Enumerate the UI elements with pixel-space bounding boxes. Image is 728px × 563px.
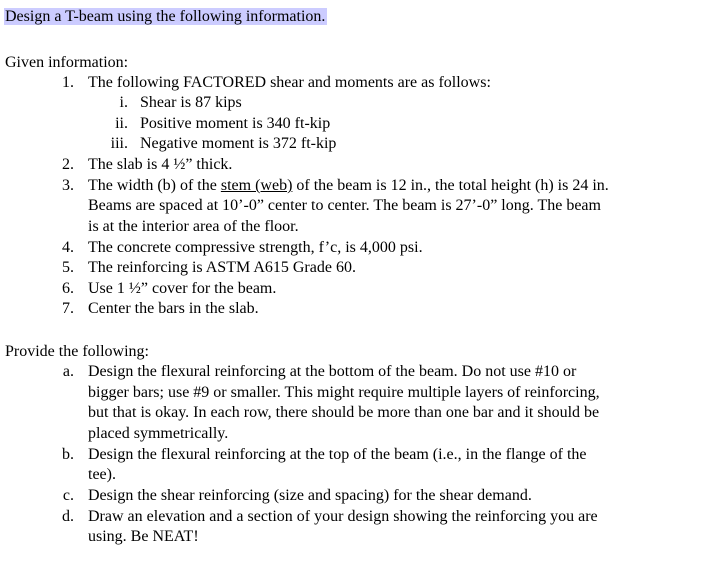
list-item-text-continued: using. Be NEAT! (88, 528, 199, 545)
title-line (0, 6, 327, 27)
sublist-item-text: Shear is 87 kips (140, 94, 242, 111)
sublist-item-text: Positive moment is 340 ft-kip (140, 115, 331, 132)
sublist-number: iii. (110, 135, 128, 152)
list-number: 3. (62, 177, 74, 194)
given-heading: Given information: (5, 54, 129, 71)
list-item-text: Center the bars in the slab. (88, 300, 259, 317)
list-item-text: Use 1 ½” cover for the beam. (88, 280, 277, 297)
sublist-number: i. (119, 94, 128, 111)
list-item-text-continued: is at the interior area of the floor. (88, 218, 299, 235)
list-letter: b. (62, 446, 74, 463)
list-item-text-part: of the beam is 12 in., the total height (h) is 24 in. (292, 177, 609, 194)
list-item-text-part: The width (b) of the (88, 177, 221, 194)
provide-heading: Provide the following: (5, 343, 149, 360)
list-item-text: Design the flexural reinforcing at the bottom of the beam. Do not use #10 or (88, 363, 577, 380)
list-number: 1. (62, 74, 74, 91)
sublist-number: ii. (115, 115, 128, 132)
list-item-text (88, 175, 609, 196)
list-item-text: Design the shear reinforcing (size and spacing) for the shear demand. (88, 487, 532, 504)
list-item-text: The reinforcing is ASTM A615 Grade 60. (88, 259, 356, 276)
list-number: 7. (62, 300, 74, 317)
sublist-item-text: Negative moment is 372 ft-kip (140, 135, 337, 152)
list-item-text: Design the flexural reinforcing at the top of the beam (i.e., in the flange of the (88, 446, 587, 463)
list-letter: a. (62, 363, 74, 380)
list-item-text-continued: Beams are spaced at 10’-0” center to center. The beam is 27’-0” long. The beam (88, 197, 601, 214)
list-number: 5. (62, 259, 74, 276)
list-item-text: The slab is 4 ½” thick. (88, 156, 233, 173)
list-item-text-continued: but that is okay. In each row, there should be more than one bar and it should be (88, 404, 600, 421)
list-letter: c. (62, 487, 74, 504)
list-item-text: The concrete compressive strength, f’c, is 4,000 psi. (88, 239, 423, 256)
list-letter: d. (62, 508, 74, 525)
list-number: 6. (62, 280, 74, 297)
list-item-text-continued: tee). (88, 466, 116, 483)
list-item-text: The following FACTORED shear and moments are as follows: (88, 74, 491, 91)
list-number: 4. (62, 239, 74, 256)
list-item-text-continued: placed symmetrically. (88, 425, 229, 442)
stem-web-link[interactable]: stem (web) (220, 177, 293, 194)
list-number: 2. (62, 156, 74, 173)
list-item-text: Draw an elevation and a section of your design showing the reinforcing you are (88, 508, 598, 525)
list-item-text-continued: bigger bars; use #9 or smaller. This might require multiple layers of reinforcing, (88, 384, 600, 401)
page-title: Design a T-beam using the following information. (5, 8, 326, 25)
